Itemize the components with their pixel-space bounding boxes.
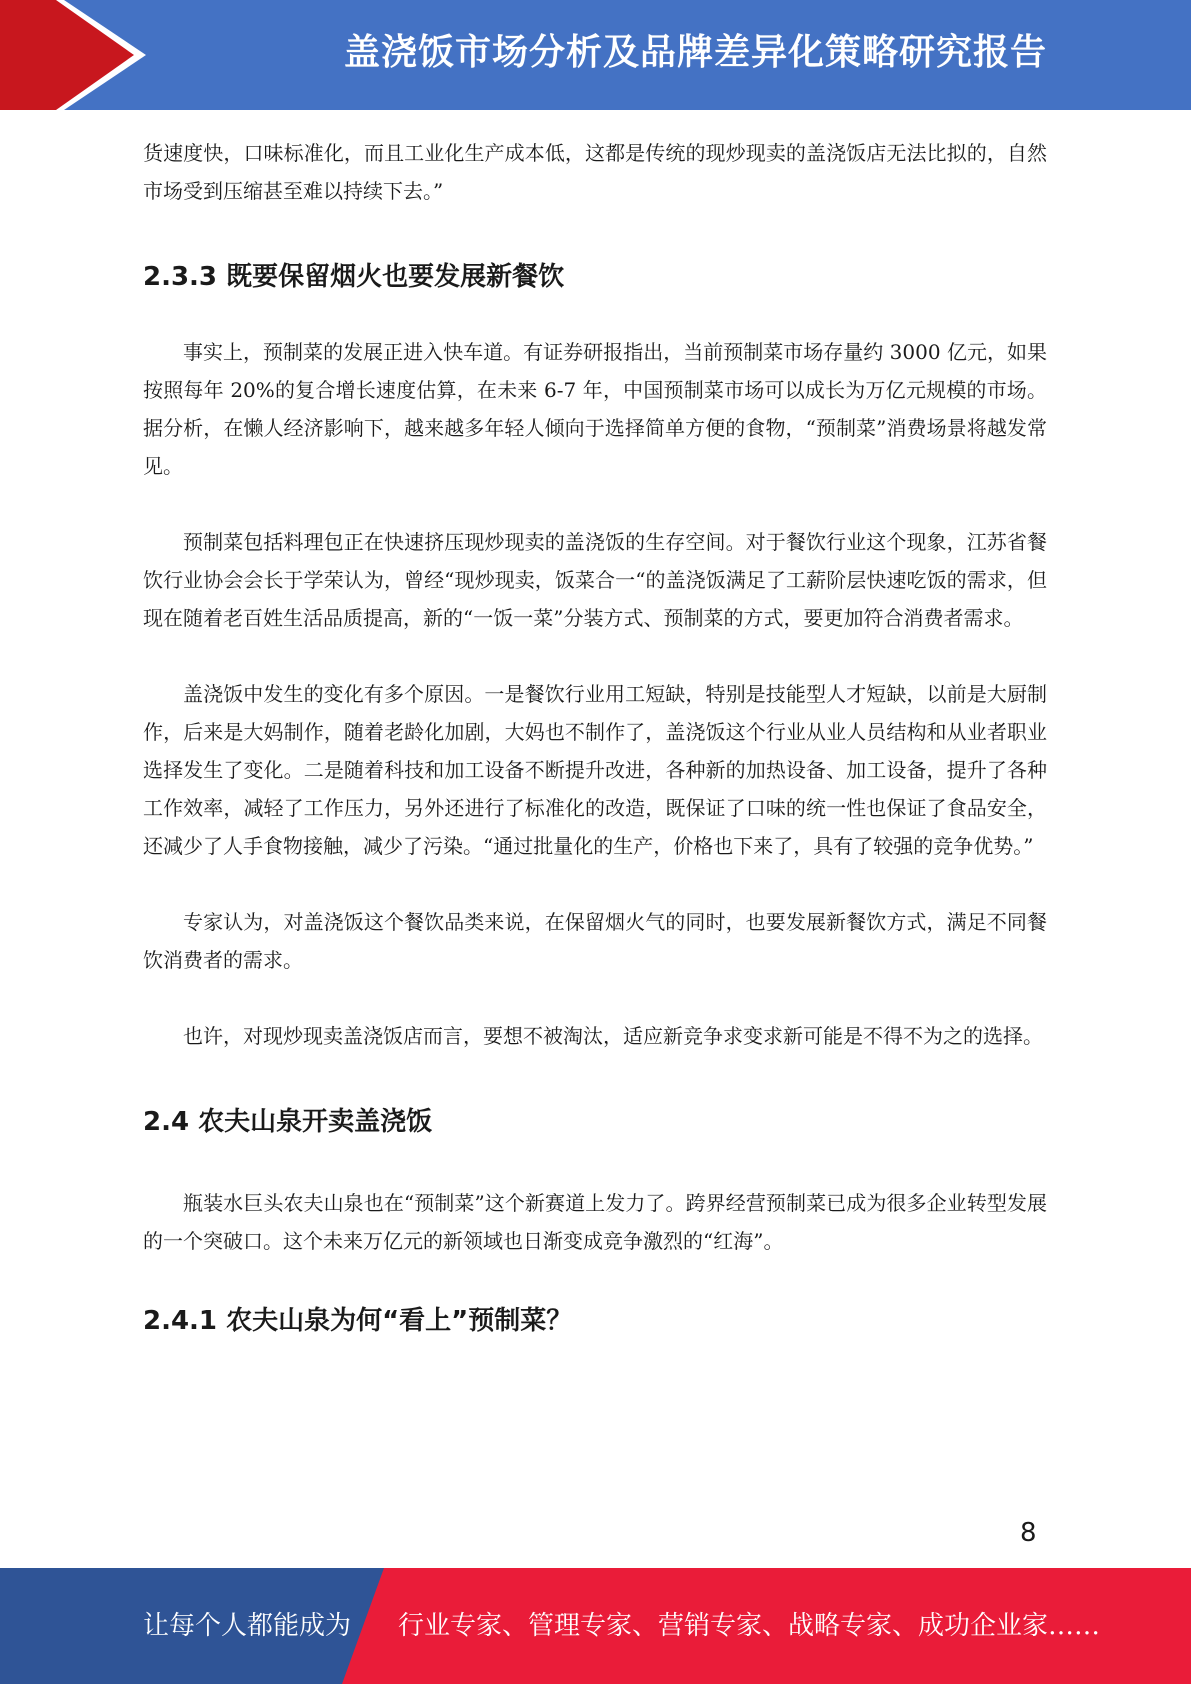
footer-slogan-right: 行业专家、管理专家、营销专家、战略专家、成功企业家…… [398, 1611, 1101, 1641]
paragraph: 专家认为，对盖浇饭这个餐饮品类来说，在保留烟火气的同时，也要发展新餐饮方式，满足不同餐饮消费者的需求。 [143, 910, 1047, 972]
page-body [143, 134, 1047, 1337]
section-heading-2-3-3: 2.3.3 既要保留烟火也要发展新餐饮 [143, 262, 565, 292]
paragraph: 瓶装水巨头农夫山泉也在“预制菜”这个新赛道上发力了。跨界经营预制菜已成为很多企业转型发展的一个突破口。这个未来万亿元的新领域也日渐变成竞争激烈的“红海”。 [143, 1191, 1047, 1253]
paragraph: 也许，对现炒现卖盖浇饭店而言，要想不被淘汰，适应新竞争求变求新可能是不得不为之的选择。 [183, 1024, 1043, 1048]
report-title: 盖浇饭市场分析及品牌差异化策略研究报告 [343, 32, 1047, 73]
header-arrow-decoration [0, 0, 160, 110]
paragraph: 盖浇饭中发生的变化有多个原因。一是餐饮行业用工短缺，特别是技能型人才短缺，以前是大厨制作，后来是大妈制作，随着老龄化加剧，大妈也不制作了，盖浇饭这个行业从业人员结构和从业者职业选择发生了变化。二是随着科技和加工设备不断提升改进，各种新的加热设备、加工设备，提升了各种工作效率，减轻了工作压力，另外还进行了标准化的改造，既保证了口味的统一性也保证了食品安全，还减少了人手食物接触，减少了污染。“通过批量化的生产，价格也下来了，具有了较强的竞争优势。” [143, 682, 1047, 858]
paragraph-continued: 货速度快，口味标准化，而且工业化生产成本低，这都是传统的现炒现卖的盖浇饭店无法比拟的，自然市场受到压缩甚至难以持续下去。” [143, 141, 1047, 203]
page-number: 8 [1020, 1518, 1037, 1548]
page-footer [0, 1568, 1191, 1684]
page-header [0, 0, 1191, 110]
section-heading-2-4-1: 2.4.1 农夫山泉为何“看上”预制菜？ [143, 1306, 573, 1336]
paragraph: 预制菜包括料理包正在快速挤压现炒现卖的盖浇饭的生存空间。对于餐饮行业这个现象，江苏省餐饮行业协会会长于学荣认为，曾经“现炒现卖，饭菜合一“的盖浇饭满足了工薪阶层快速吃饭的需求，但现在随着老百姓生活品质提高，新的“一饭一菜”分装方式、预制菜的方式，要更加符合消费者需求。 [143, 530, 1047, 630]
footer-slogan-left: 让每个人都能成为 [143, 1611, 352, 1641]
section-heading-2-4: 2.4 农夫山泉开卖盖浇饭 [143, 1107, 433, 1137]
paragraph: 事实上，预制菜的发展正进入快车道。有证券研报指出，当前预制菜市场存量约 3000 亿元，如果按照每年 20%的复合增长速度估算，在未来 6-7 年，中国预制菜市场可以成长为万亿元规模的市场。据分析，在懒人经济影响下，越来越多年轻人倾向于选择简单方便的食物，“预制菜”消费场景将越发常见。 [143, 340, 1047, 478]
